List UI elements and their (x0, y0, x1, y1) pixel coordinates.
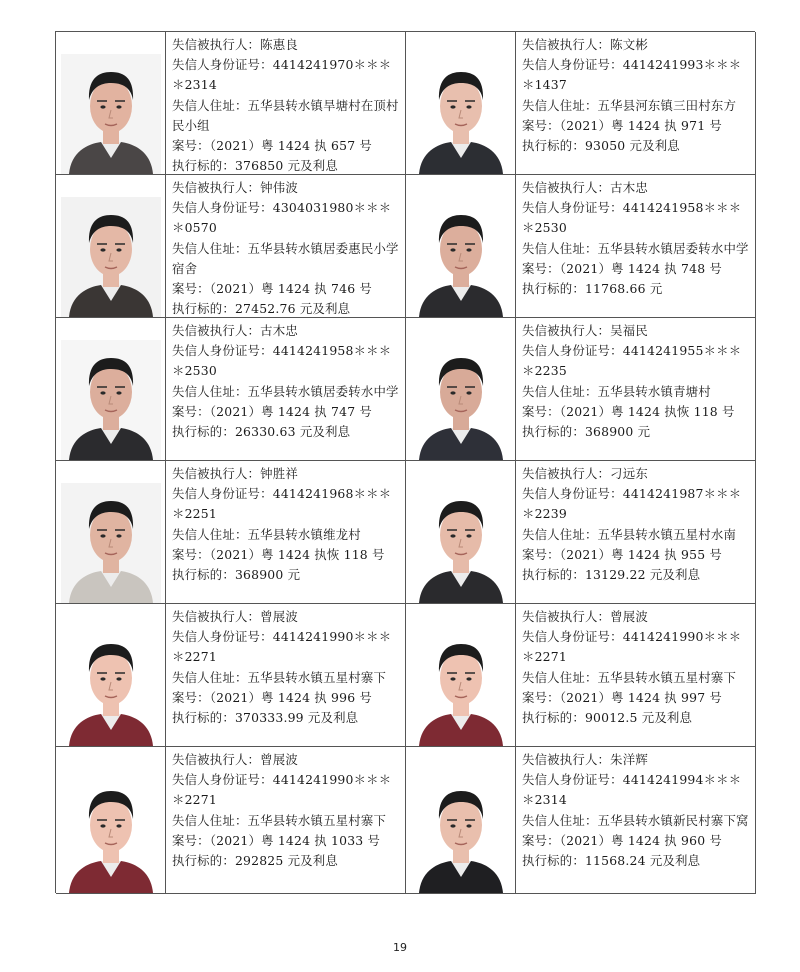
id-number-line (172, 484, 401, 504)
field-label: 执行标的： (172, 158, 235, 174)
address: 五华县转水镇新民村寨下窝 (597, 812, 749, 828)
id-number-line (172, 341, 401, 361)
person-portrait-icon (411, 483, 511, 603)
amount-line (522, 422, 751, 442)
debtor-name: 钟胜祥 (260, 466, 298, 481)
debtor-name-line (522, 464, 751, 484)
record-card (406, 461, 756, 604)
case-number: （2021）粤 1424 执 997 号 (559, 689, 723, 705)
address: 五华县转水镇五星村寨下 (247, 812, 387, 828)
address: 五华县转水镇五星村寨下 (597, 669, 737, 685)
amount-line (522, 279, 751, 299)
case-number-line (172, 688, 401, 708)
id-number-part1: 4414241987＊＊＊ (622, 486, 742, 502)
id-number-line (522, 484, 751, 504)
id-number-line (172, 198, 401, 218)
field-label: 失信人住址： (172, 383, 248, 399)
amount: 292825 元及利息 (234, 853, 338, 869)
id-number-part2: ＊2314 (172, 77, 217, 93)
address-line (522, 239, 751, 259)
debtor-name: 古木忠 (260, 323, 298, 338)
record-text (516, 461, 755, 603)
id-number-part2: ＊0570 (172, 220, 217, 236)
amount: 27452.76 元及利息 (234, 301, 351, 317)
field-label: 失信人住址： (522, 526, 598, 542)
id-number-line (522, 55, 751, 75)
field-label: 执行标的： (522, 710, 585, 726)
address: 五华县转水镇五星村寨下 (247, 669, 387, 685)
case-number: （2021）粤 1424 执 747 号 (209, 403, 373, 419)
person-portrait-icon (411, 197, 511, 317)
debtor-name-line (522, 607, 751, 627)
person-portrait-icon (411, 773, 511, 893)
address: 五华县转水镇旱塘村在顶村民小组 (172, 97, 399, 133)
debtor-name-line (172, 750, 401, 770)
portrait-photo (56, 747, 166, 893)
field-label: 失信被执行人： (522, 752, 611, 767)
case-number: （2021）粤 1424 执 746 号 (209, 281, 373, 297)
debtor-name: 朱洋辉 (610, 752, 648, 767)
field-label: 执行标的： (172, 710, 235, 726)
field-label: 执行标的： (172, 424, 235, 440)
field-label: 执行标的： (522, 853, 585, 869)
person-portrait-icon (61, 483, 161, 603)
debtor-table (55, 31, 755, 893)
amount: 26330.63 元及利息 (234, 424, 351, 440)
field-label: 执行标的： (172, 567, 235, 583)
record-text (166, 32, 405, 174)
amount: 370333.99 元及利息 (234, 710, 359, 726)
address-line (172, 239, 401, 279)
field-label: 失信被执行人： (172, 180, 261, 195)
field-label: 失信人身份证号： (172, 200, 273, 216)
record-card (406, 747, 756, 894)
field-label: 执行标的： (172, 301, 235, 317)
field-label: 案号： (522, 403, 560, 419)
address: 五华县转水镇居委惠民小学宿舍 (172, 240, 399, 276)
id-number-part2: ＊2271 (172, 649, 217, 665)
record-card (56, 175, 406, 318)
field-label: 失信被执行人： (522, 466, 611, 481)
record-card (56, 461, 406, 604)
amount: 93050 元及利息 (584, 138, 680, 154)
amount: 376850 元及利息 (234, 158, 338, 174)
field-label: 失信人身份证号： (172, 57, 273, 73)
amount-line (522, 136, 751, 156)
id-number-line (522, 198, 751, 218)
amount: 368900 元 (584, 424, 651, 440)
debtor-name-line (172, 35, 401, 55)
field-label: 失信被执行人： (172, 752, 261, 767)
case-number: （2021）粤 1424 执 748 号 (559, 260, 723, 276)
id-number-part2: ＊2235 (522, 363, 567, 379)
person-portrait-icon (411, 340, 511, 460)
person-portrait-icon (411, 626, 511, 746)
case-number: （2021）粤 1424 执 955 号 (559, 546, 723, 562)
id-number-part2: ＊2271 (522, 649, 567, 665)
field-label: 失信人住址： (522, 240, 598, 256)
amount-line (522, 708, 751, 728)
record-card (56, 32, 406, 175)
record-text (166, 747, 405, 893)
id-number-part2: ＊2530 (522, 220, 567, 236)
field-label: 案号： (522, 546, 560, 562)
id-number-part2: ＊2251 (172, 506, 217, 522)
id-number-line (522, 341, 751, 361)
field-label: 执行标的： (522, 567, 585, 583)
amount-line (522, 565, 751, 585)
id-number-part1: 4414241994＊＊＊ (622, 772, 742, 788)
address-line (172, 382, 401, 402)
amount-line (172, 299, 401, 317)
amount-line (172, 422, 401, 442)
field-label: 失信人身份证号： (522, 772, 623, 788)
case-number: （2021）粤 1424 执恢 118 号 (209, 546, 385, 562)
field-label: 失信人身份证号： (172, 343, 273, 359)
case-number: （2021）粤 1424 执 657 号 (209, 138, 373, 154)
field-label: 失信人住址： (522, 97, 598, 113)
id-number-part2: ＊2530 (172, 363, 217, 379)
field-label: 案号： (522, 689, 560, 705)
id-number-part2: ＊1437 (522, 77, 567, 93)
record-text (516, 604, 755, 746)
case-number-line (522, 545, 751, 565)
amount: 368900 元 (234, 567, 301, 583)
portrait-photo (406, 32, 516, 174)
case-number-line (522, 259, 751, 279)
field-label: 失信人住址： (172, 526, 248, 542)
debtor-name-line (522, 750, 751, 770)
field-label: 执行标的： (522, 138, 585, 154)
debtor-name: 陈惠良 (260, 37, 298, 52)
field-label: 案号： (172, 546, 210, 562)
debtor-name: 吴福民 (610, 323, 648, 338)
id-number-part2: ＊2271 (172, 792, 217, 808)
id-number-part2: ＊2314 (522, 792, 567, 808)
case-number-line (522, 831, 751, 851)
record-card (406, 175, 756, 318)
case-number: （2021）粤 1424 执 960 号 (559, 832, 723, 848)
debtor-name: 曾展波 (610, 609, 648, 624)
field-label: 失信人住址： (522, 812, 598, 828)
id-number-part1: 4414241968＊＊＊ (272, 486, 392, 502)
field-label: 失信人身份证号： (522, 200, 623, 216)
id-number-part2: ＊2239 (522, 506, 567, 522)
amount: 11568.24 元及利息 (584, 853, 701, 869)
record-text (166, 318, 405, 460)
amount-line (522, 851, 751, 871)
portrait-photo (406, 747, 516, 893)
address-line (522, 668, 751, 688)
id-number-part1: 4414241958＊＊＊ (622, 200, 742, 216)
field-label: 案号： (172, 403, 210, 419)
id-number-part1: 4414241958＊＊＊ (272, 343, 392, 359)
case-number-line (172, 279, 401, 299)
id-number-part1: 4414241990＊＊＊ (622, 629, 742, 645)
debtor-name-line (522, 35, 751, 55)
field-label: 失信被执行人： (522, 609, 611, 624)
record-text (166, 175, 405, 317)
field-label: 案号： (172, 138, 210, 154)
field-label: 案号： (172, 281, 210, 297)
address: 五华县转水镇五星村水南 (597, 526, 737, 542)
field-label: 失信被执行人： (172, 323, 261, 338)
address-line (172, 811, 401, 831)
field-label: 执行标的： (522, 424, 585, 440)
field-label: 案号： (172, 832, 210, 848)
record-card (406, 318, 756, 461)
case-number-line (522, 116, 751, 136)
portrait-photo (56, 32, 166, 174)
record-text (516, 318, 755, 460)
amount-line (172, 708, 401, 728)
debtor-name: 钟伟波 (260, 180, 298, 195)
portrait-photo (406, 604, 516, 746)
case-number-line (522, 688, 751, 708)
field-label: 失信人身份证号： (522, 629, 623, 645)
id-number-part1: 4414241993＊＊＊ (622, 57, 742, 73)
field-label: 失信人住址： (172, 669, 248, 685)
id-number-line (172, 627, 401, 647)
address-line (172, 525, 401, 545)
field-label: 失信人身份证号： (172, 772, 273, 788)
id-number-part1: 4414241955＊＊＊ (622, 343, 742, 359)
case-number-line (172, 831, 401, 851)
field-label: 失信人身份证号： (172, 486, 273, 502)
case-number-line (522, 402, 751, 422)
address: 五华县转水镇维龙村 (247, 526, 361, 542)
portrait-photo (56, 461, 166, 603)
portrait-photo (406, 318, 516, 460)
amount: 90012.5 元及利息 (584, 710, 693, 726)
debtor-name-line (172, 464, 401, 484)
address-line (522, 811, 751, 831)
debtor-name-line (172, 321, 401, 341)
field-label: 案号： (522, 260, 560, 276)
amount-line (172, 851, 401, 871)
address: 五华县转水镇居委转水中学 (597, 240, 749, 256)
field-label: 失信人身份证号： (522, 343, 623, 359)
address-line (172, 96, 401, 136)
address-line (172, 668, 401, 688)
id-number-line (172, 55, 401, 75)
case-number-line (172, 136, 401, 156)
portrait-photo (56, 318, 166, 460)
amount-line (172, 156, 401, 174)
person-portrait-icon (61, 197, 161, 317)
debtor-name: 曾展波 (260, 752, 298, 767)
field-label: 失信人住址： (522, 669, 598, 685)
amount: 13129.22 元及利息 (584, 567, 701, 583)
field-label: 案号： (172, 689, 210, 705)
address-line (522, 96, 751, 116)
id-number-part1: 4414241970＊＊＊ (272, 57, 392, 73)
amount-line (172, 565, 401, 585)
portrait-photo (56, 604, 166, 746)
record-text (516, 32, 755, 174)
address-line (522, 525, 751, 545)
address: 五华县河东镇三田村东方 (597, 97, 737, 113)
field-label: 失信人住址： (172, 240, 248, 256)
debtor-name: 陈文彬 (610, 37, 648, 52)
debtor-name: 古木忠 (610, 180, 648, 195)
debtor-name: 曾展波 (260, 609, 298, 624)
record-text (166, 604, 405, 746)
record-card (406, 604, 756, 747)
field-label: 失信人住址： (172, 812, 248, 828)
debtor-name-line (522, 321, 751, 341)
debtor-name-line (172, 178, 401, 198)
debtor-name: 刁远东 (610, 466, 648, 481)
portrait-photo (56, 175, 166, 317)
field-label: 执行标的： (522, 281, 585, 297)
field-label: 失信人身份证号： (522, 57, 623, 73)
id-number-part1: 4414241990＊＊＊ (272, 772, 392, 788)
record-card (406, 32, 756, 175)
person-portrait-icon (61, 626, 161, 746)
field-label: 失信人住址： (522, 383, 598, 399)
field-label: 失信被执行人： (522, 180, 611, 195)
record-card (56, 318, 406, 461)
case-number-line (172, 402, 401, 422)
id-number-part1: 4304031980＊＊＊ (272, 200, 392, 216)
id-number-line (172, 770, 401, 790)
portrait-photo (406, 461, 516, 603)
field-label: 执行标的： (172, 853, 235, 869)
field-label: 失信被执行人： (522, 323, 611, 338)
record-text (166, 461, 405, 603)
record-card (56, 604, 406, 747)
field-label: 案号： (522, 832, 560, 848)
field-label: 失信人身份证号： (522, 486, 623, 502)
amount: 11768.66 元 (584, 281, 663, 297)
field-label: 失信被执行人： (172, 466, 261, 481)
case-number: （2021）粤 1424 执恢 118 号 (559, 403, 735, 419)
field-label: 失信被执行人： (522, 37, 611, 52)
case-number: （2021）粤 1424 执 971 号 (559, 117, 723, 133)
id-number-part1: 4414241990＊＊＊ (272, 629, 392, 645)
address: 五华县转水镇居委转水中学 (247, 383, 399, 399)
record-text (516, 175, 755, 317)
case-number: （2021）粤 1424 执 996 号 (209, 689, 373, 705)
field-label: 失信被执行人： (172, 37, 261, 52)
record-text (516, 747, 755, 893)
case-number: （2021）粤 1424 执 1033 号 (209, 832, 381, 848)
field-label: 失信人身份证号： (172, 629, 273, 645)
field-label: 失信人住址： (172, 97, 248, 113)
debtor-name-line (172, 607, 401, 627)
case-number-line (172, 545, 401, 565)
person-portrait-icon (61, 340, 161, 460)
person-portrait-icon (61, 773, 161, 893)
person-portrait-icon (411, 54, 511, 174)
address: 五华县转水镇青塘村 (597, 383, 711, 399)
page-number: 19 (393, 941, 407, 954)
debtor-name-line (522, 178, 751, 198)
record-card (56, 747, 406, 894)
portrait-photo (406, 175, 516, 317)
id-number-line (522, 770, 751, 790)
person-portrait-icon (61, 54, 161, 174)
address-line (522, 382, 751, 402)
field-label: 案号： (522, 117, 560, 133)
field-label: 失信被执行人： (172, 609, 261, 624)
id-number-line (522, 627, 751, 647)
